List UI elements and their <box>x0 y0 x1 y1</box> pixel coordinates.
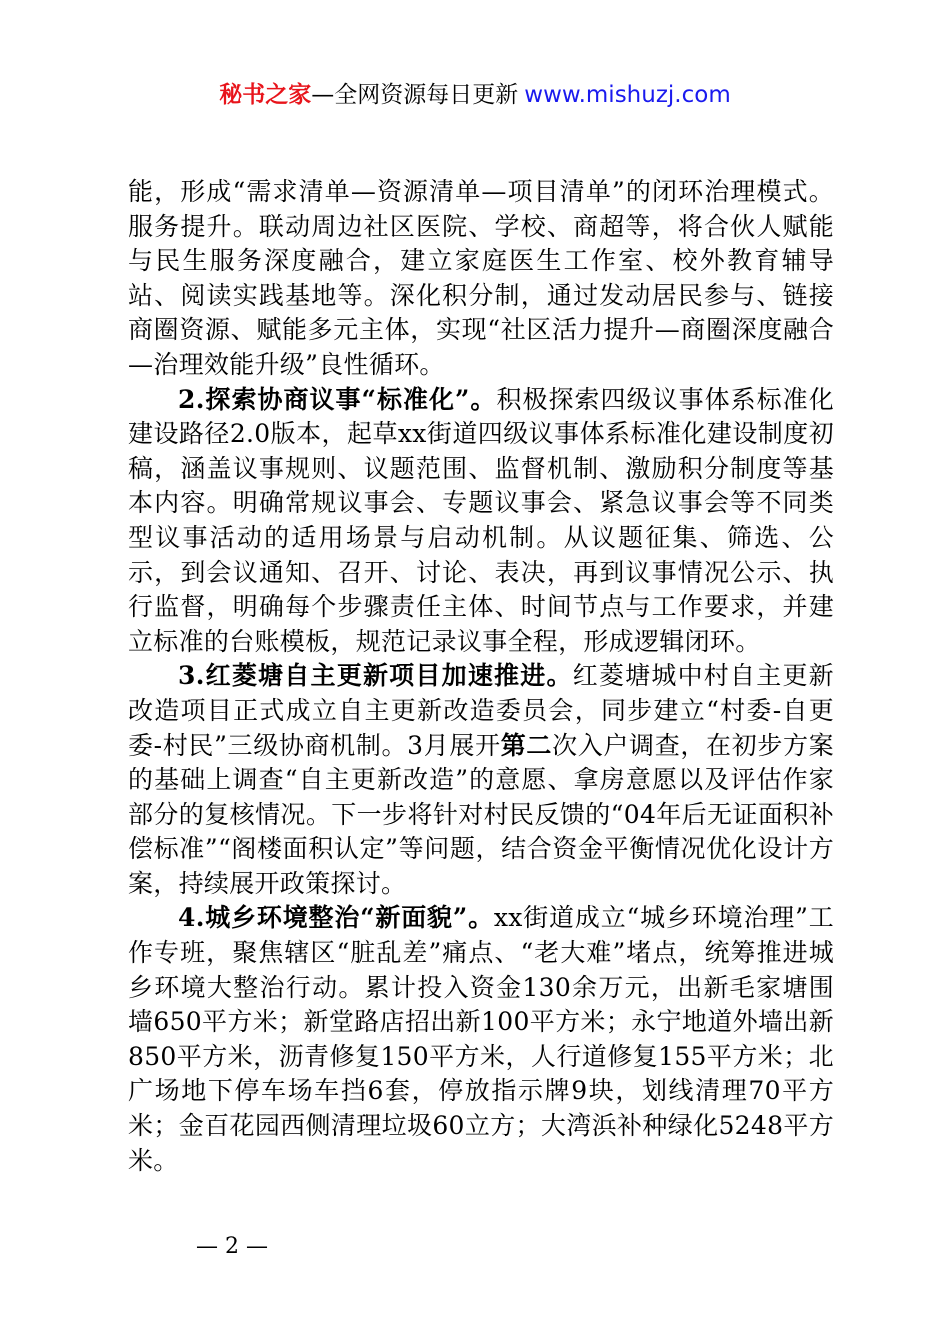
section-heading: 4.城乡环境整治“新面貌”。 <box>178 903 494 933</box>
header-brand: 秘书之家 <box>219 82 312 108</box>
page-number: — 2 — <box>196 1234 268 1259</box>
site-header <box>0 78 950 112</box>
paragraph-text: 能，形成“需求清单—资源清单—项目清单”的闭环治理模式。服务提升。联动周边社区医院、学校、商超等，将合伙人赋能与民生服务深度融合，建立家庭医生工作室、校外教育辅导站、阅读实践基地等。深化积分制，通过发动居民参与、链接商圈资源、赋能多元主体，实现“社区活力提升—商圈深度融合—治理效能升级”良性循环。 <box>128 177 834 379</box>
section-heading: 2.探索协商议事“标准化”。 <box>178 384 497 414</box>
document-body <box>128 175 834 1178</box>
paragraph-text: 次入户调查，在初步方案的基础上调查“自主更新改造”的意愿、拿房意愿以及评估作家部分的复核情况。下一步将针对村民反馈的“04年后无证面积补偿标准”“阁楼面积认定”等问题，结合资金平衡情况优化设计方案，持续展开政策探讨。 <box>128 730 834 898</box>
paragraph-section-2 <box>128 383 834 660</box>
section-heading: 3.红菱塘自主更新项目加速推进。 <box>178 661 573 691</box>
paragraph-text: xx街道成立“城乡环境治理”工作专班，聚焦辖区“脏乱差”痛点、“老大难”堵点，统筹推进城乡环境大整治行动。累计投入资金130余万元，出新毛家塘围墙650平方米；新堂路店招出新100平方米；永宁地道外墙出新850平方米，沥青修复150平方米，人行道修复155平方米；北广场地下停车场车挡6套，停放指示牌9块，划线清理70平方米；金百花园西侧清理垃圾60立方；大湾浜补种绿化5248平方米。 <box>128 903 835 1175</box>
paragraph-section-4 <box>128 901 834 1178</box>
paragraph-continuation <box>128 175 834 383</box>
paragraph-text: 积极探索四级议事体系标准化建设路径2.0版本，起草xx街道四级议事体系标准化建设制度初稿，涵盖议事规则、议题范围、监督机制、激励积分制度等基本内容。明确常规议事会、专题议事会、紧急议事会等不同类型议事活动的适用场景与启动机制。从议题征集、筛选、公示，到会议通知、召开、讨论、表决，再到议事情况公示、执行监督，明确每个步骤责任主体、时间节点与工作要求，并建立标准的台账模板，规范记录议事全程，形成逻辑闭环。 <box>128 384 834 656</box>
emphasized-text: 第二 <box>500 730 553 760</box>
header-slogan: —全网资源每日更新 <box>311 82 519 108</box>
paragraph-text: 红菱塘城中村自主更新改造项目正式成立自主更新改造委员会，同步建立“村委-自更委-村民”三级协商机制。3月展开 <box>128 661 834 760</box>
paragraph-section-3 <box>128 659 834 901</box>
header-url-link[interactable]: www.mishuzj.com <box>524 82 731 108</box>
